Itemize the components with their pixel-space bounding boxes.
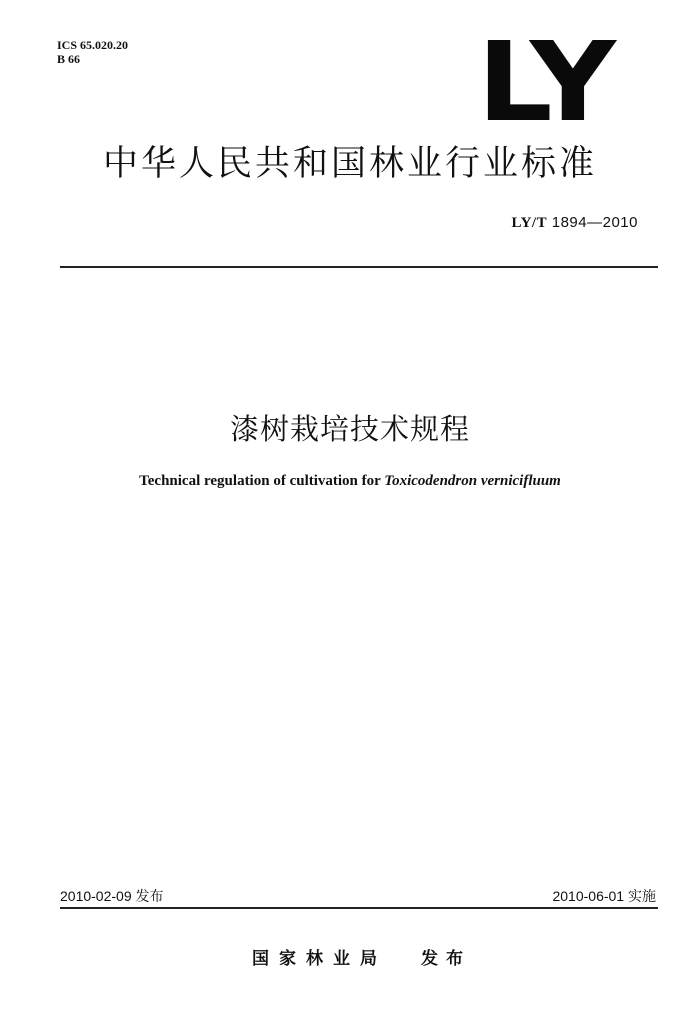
publish-label: 发布 — [421, 949, 471, 969]
document-title: 漆树栽培技术规程 — [229, 412, 470, 446]
standard-code-number: 1894—2010 — [551, 214, 638, 231]
subtitle-prefix: Technical regulation of cultivation for — [139, 473, 385, 489]
issue-date: 2010-02-09 发布 — [60, 888, 164, 904]
ly-logo: LY — [477, 18, 612, 146]
standard-code-prefix: LY/T — [511, 215, 548, 231]
implementation-date: 2010-06-01 实施 — [552, 888, 656, 904]
standard-code — [511, 214, 638, 232]
top-divider — [60, 266, 658, 268]
bottom-divider — [60, 907, 658, 909]
ics-code: ICS 65.020.20 — [57, 38, 129, 52]
standard-category-title: 中华人民共和国林业行业标准 — [102, 144, 597, 184]
subtitle-species: Toxicodendron vernicifluum — [384, 473, 561, 489]
classification-codes — [57, 38, 128, 66]
ccs-code: B 66 — [57, 52, 81, 66]
document-subtitle — [0, 473, 700, 490]
publisher-name: 国家林业局 — [252, 949, 387, 969]
